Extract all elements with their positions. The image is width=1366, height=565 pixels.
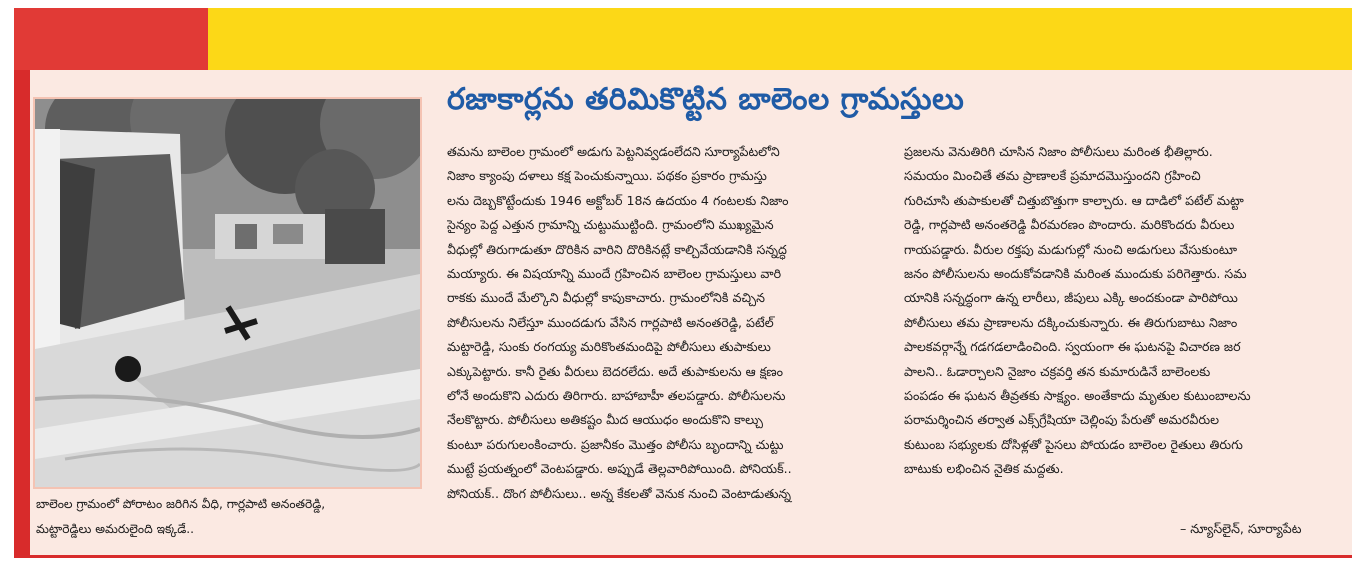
text-line: మయ్యారు. ఈ విషయాన్ని ముందే గ్రహించిన బాలెంల గ్రామస్తులు వారి [447,266,782,282]
text-line: గురిచూసి తుపాకులతో చిత్తుబొత్తుగా కాల్చారు. ఆ దాడిలో పటేల్ మట్టా [904,192,1244,208]
text-line: సైన్యం పెద్ద ఎత్తున గ్రామాన్ని చుట్టుముట్టింది. గ్రామంలోని ముఖ్యమైన [447,217,774,233]
article-byline: – న్యూస్‌లైన్, సూర్యాపేట [1180,521,1302,536]
text-line: తమను బాలెంల గ్రామంలో అడుగు పెట్టనివ్వడంలేదని సూర్యాపేటలోని [447,144,780,159]
article-headline: రజాకార్లను తరిమికొట్టిన బాలెంల గ్రామస్తులు [447,82,965,117]
article-photo [33,97,422,489]
text-line: కుటుంబ సభ్యులకు దోసిళ్లతో పైసలు పోయడం బాలెంల రైతులు తిరుగు [904,436,1243,452]
text-line: గాయపడ్డారు. వీరుల రక్తపు మడుగుల్లో నుంచి అడుగులు వేసుకుంటూ [904,241,1237,257]
text-line: పోలీసులు తమ ప్రాణాలను దక్కించుకున్నారు. ఈ తిరుగుబాటు నిజాం [904,314,1238,330]
text-line: పరామర్శించిన తర్వాత ఎక్స్‌గ్రేషియా చెల్లింపు పేరుతో అమరవీరుల [904,412,1220,428]
caption-line: మట్టారెడ్డిలు అమరులైంది ఇక్కడే.. [36,522,194,536]
text-line: రెడ్డి, గార్లపాటి అనంతరెడ్డి వీరమరణం పొందారు. మరికొందరు వీరులు [904,217,1235,233]
text-line: ముట్టే ప్రయత్నంలో వెంటపడ్డారు. అప్పుడే తెల్లవారిపోయింది. పోనియక్.. [447,461,792,477]
text-line: మట్టారెడ్డి, సుంకు రంగయ్య మరికొంతమందిపై పోలీసులు తుపాకులు [447,339,771,355]
header-red-band [14,8,208,70]
text-line: పోనియక్.. దొంగ పోలీసులు.. అన్న కేకలతో వెనుక నుంచి వెంటాడుతున్న [447,485,792,501]
left-red-border [14,70,30,558]
text-line: సమయం మించితే తమ ప్రాణాలకే ప్రమాదమొస్తుందని గ్రహించి [904,168,1201,184]
text-line: యానికి సన్నద్ధంగా ఉన్న లారీలు, జీపులు ఎక్కి అందకుండా పారిపోయి [904,290,1238,306]
text-line: బాటుకు లభించిన నైతిక మద్దతు. [904,461,1064,477]
photo-caption [36,492,418,542]
article-column-1 [447,140,887,506]
text-line: ప్రజలను వెనుతిరిగి చూసిన నిజాం పోలీసులు మరింత భీతిల్లారు. [904,144,1213,159]
text-line: పాలకవర్గాన్నే గడగడలాడించింది. స్వయంగా ఈ ఘటనపై విచారణ జర [904,339,1241,355]
text-line: పాలని.. ఓడార్చాలని నైజాం చక్రవర్తి తన కుమారుడినే బాలెంలకు [904,363,1211,379]
text-line: జనం పోలీసులను అందుకోవడానికి మరింత ముందుకు పరిగెత్తారు. సమ [904,266,1247,282]
article-column-2 [904,140,1344,482]
header-yellow-band [208,8,1352,70]
text-line: కుంటూ పరుగులంకించారు. ప్రజానీకం మొత్తం పోలీసు బృందాన్ని చుట్టు [447,436,784,452]
bottom-red-border [14,555,1352,558]
text-line: వీధుల్లో తిరుగాడుతూ దొరికిన వారిని దొరికినట్లే కాల్చివేయడానికి సన్నద్ధ [447,241,787,257]
text-line: నేలకొట్టారు. పోలీసులు అతికష్టం మీద ఆయుధం అందుకొని కాల్చు [447,412,763,428]
text-line: లను దెబ్బకొట్టేందుకు 1946 అక్టోబర్ 18న ఉదయం 4 గంటలకు నిజాం [447,192,789,208]
text-line: నిజాం క్యాంపు దళాలు కక్ష పెంచుకున్నాయి. పథకం ప్రకారం గ్రామస్తు [447,168,767,184]
caption-line: బాలెంల గ్రామంలో పోరాటం జరిగిన వీధి, గార్లపాటి అనంతరెడ్డి, [36,497,326,511]
text-line: లోనే అందుకొని ఎదురు తిరిగారు. బాహాబాహీ తలపడ్డారు. పోలీసులను [447,388,786,404]
text-line: పోలీసులను నిలేస్తూ ముందడుగు వేసిన గార్లపాటి అనంతరెడ్డి, పటేల్ [447,314,774,330]
text-line: రాకకు ముందే మేల్కొని వీధుల్లో కాపుకాచారు. గ్రామంలోనికి వచ్చిన [447,290,765,306]
text-line: పంపడం ఈ ఘటన తీవ్రతకు సాక్ష్యం. అంతేకాదు మృతుల కుటుంబాలను [904,388,1251,404]
text-line: ఎక్కుపెట్టారు. కానీ రైతు వీరులు బెదరలేదు. అదే తుపాకులను ఆ క్షణం [447,363,784,379]
